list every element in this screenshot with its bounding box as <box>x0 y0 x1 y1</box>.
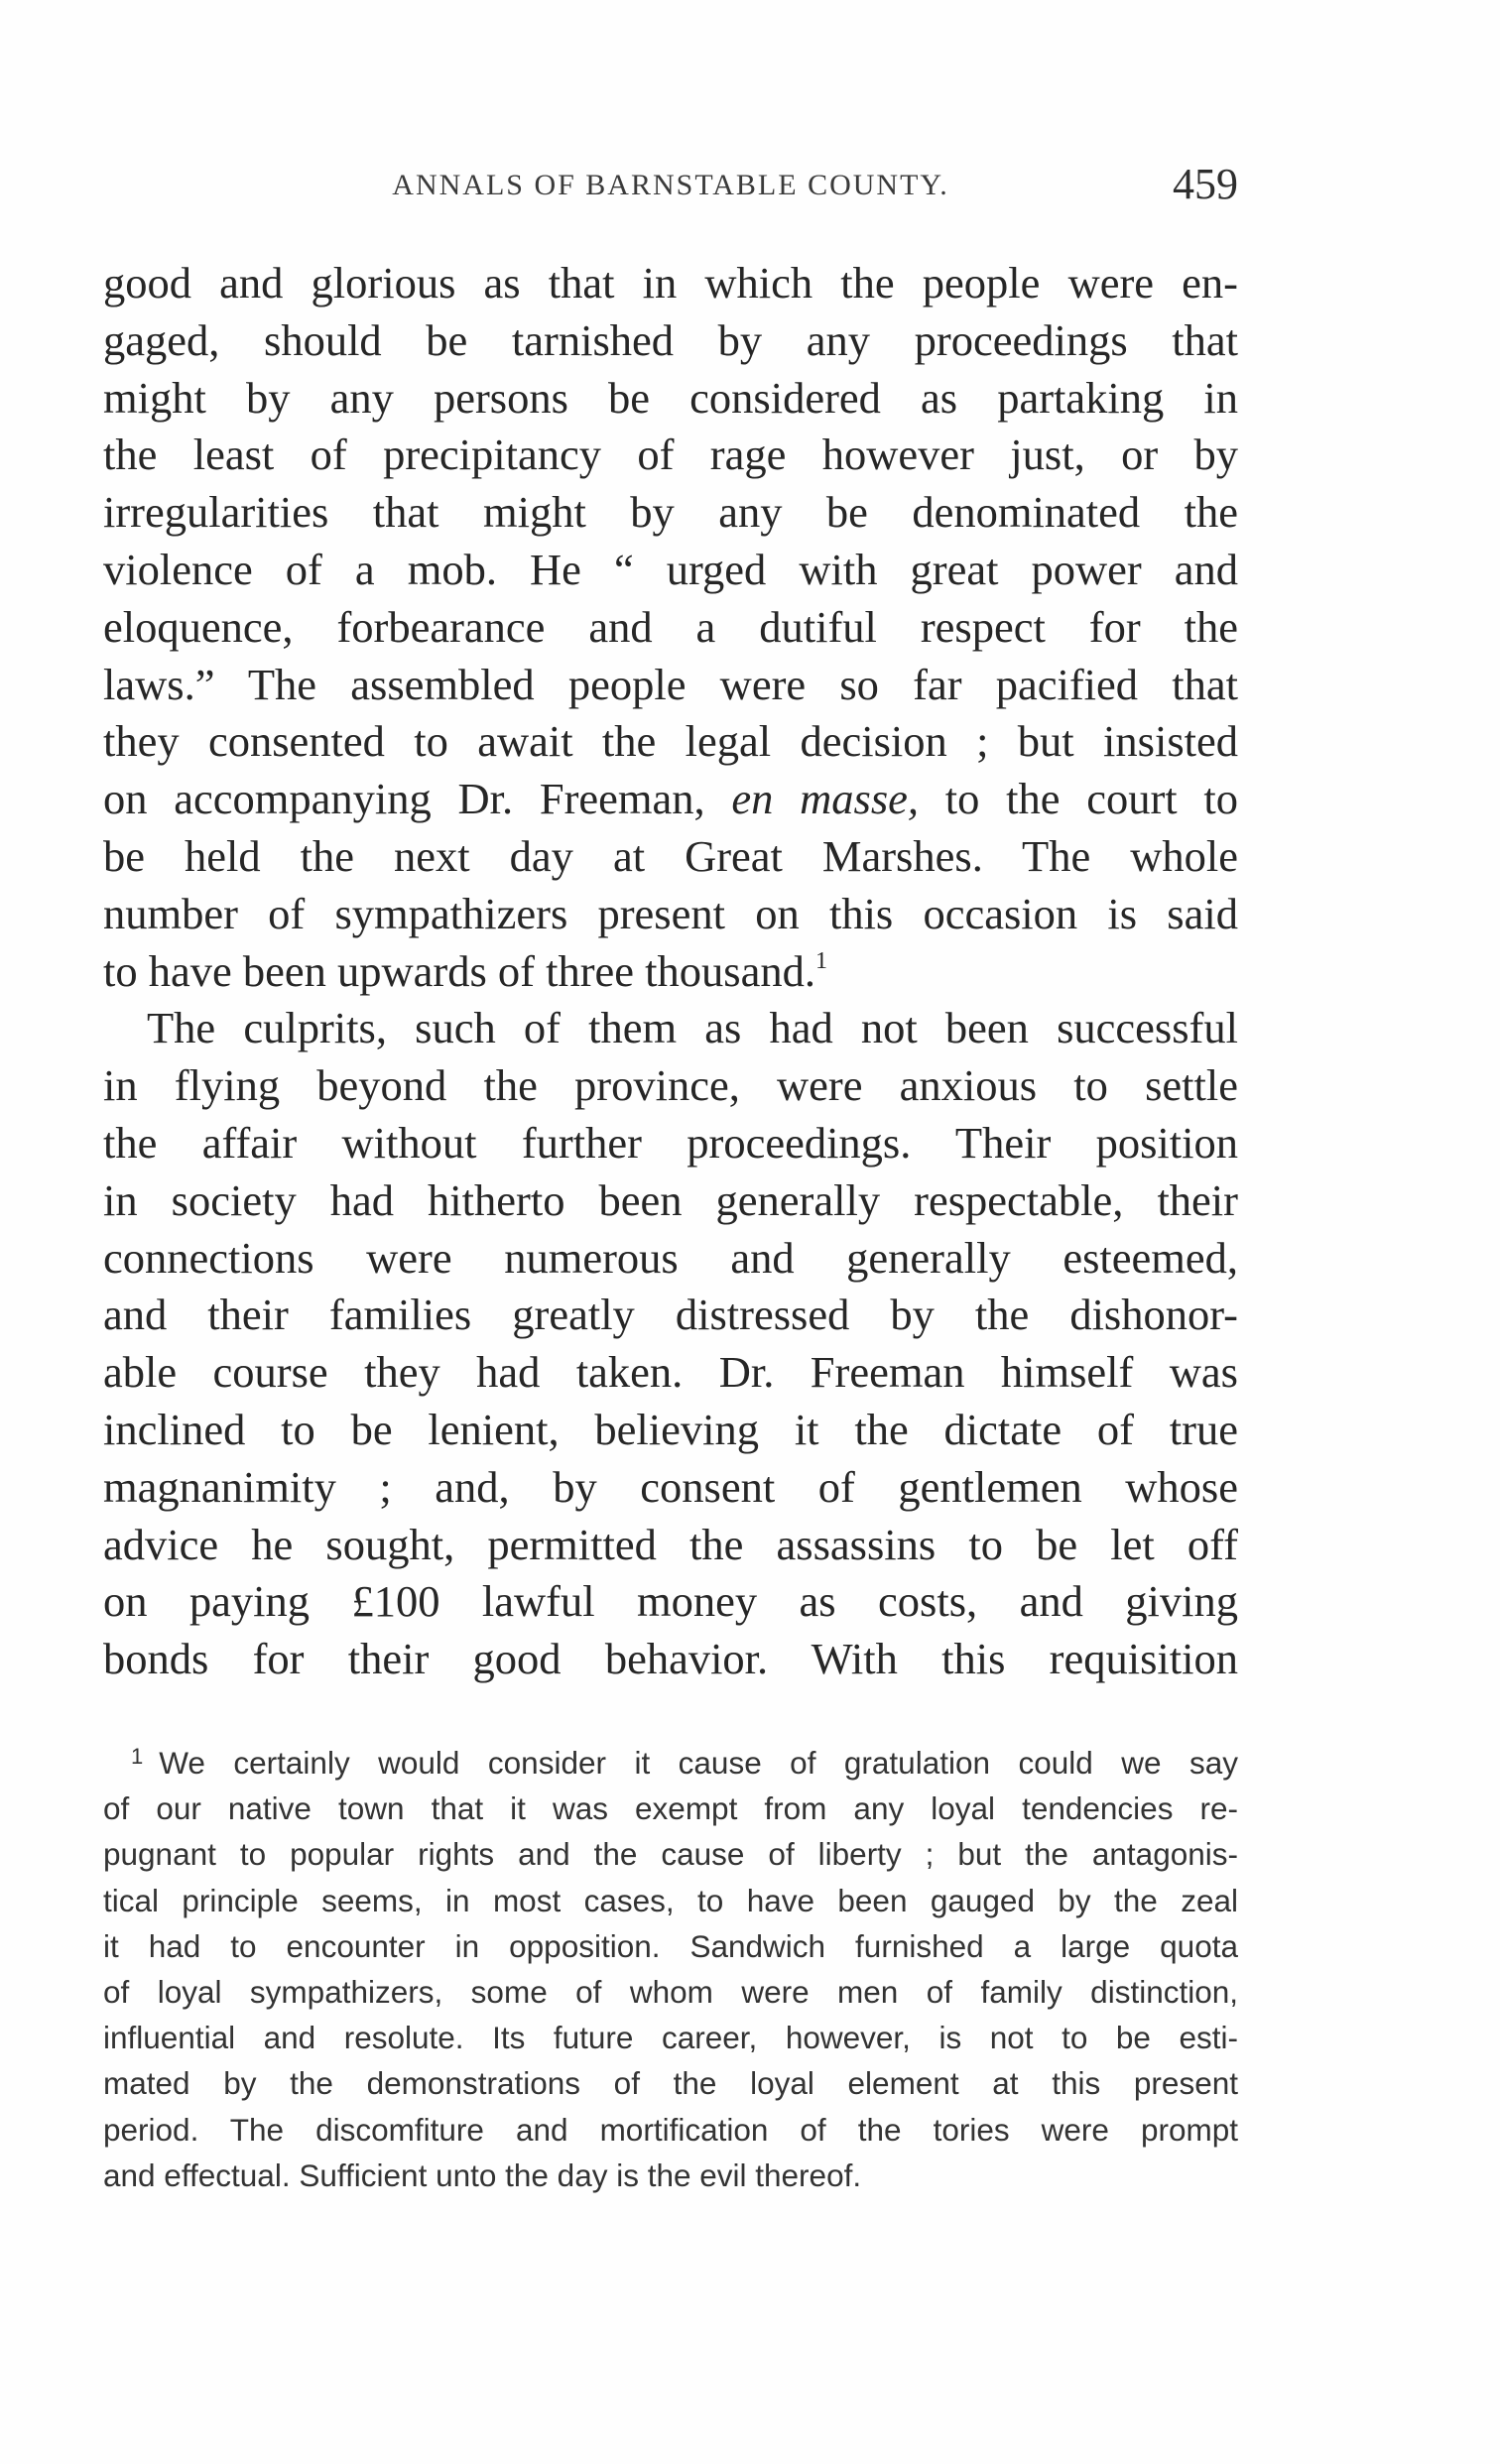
text-line: irregularities that might by any be denominated the <box>103 487 1238 538</box>
text-line: able course they had taken. Dr. Freeman himself was <box>103 1347 1238 1398</box>
footnote <box>103 1734 1238 2198</box>
text-segment: to the court to <box>944 774 1239 824</box>
footnote-line: of our native town that it was exempt from any loyal tendencies re- <box>103 1790 1238 1827</box>
text-line: inclined to be lenient, believing it the dictate of true <box>103 1404 1238 1454</box>
footnote-line: tical principle seems, in most cases, to have been gauged by the zeal <box>103 1882 1238 1918</box>
footnote-last-line: and effectual. Sufficient unto the day is the evil thereof. <box>103 2156 862 2193</box>
text-line: and their families greatly distressed by the dishonor- <box>103 1290 1238 1340</box>
text-line: be held the next day at Great Marshes. The whole <box>103 830 1238 881</box>
footnote-line: mated by the demonstrations of the loyal element at this present <box>103 2065 1238 2102</box>
footnote-first-line <box>103 1734 1238 1786</box>
text-line-with-italic <box>103 771 1238 828</box>
text-line: they consented to await the legal decision ; but insisted <box>103 716 1238 767</box>
text-line: eloquence, forbearance and a dutiful respect for the <box>103 601 1238 652</box>
text-segment: on accompanying Dr. Freeman, <box>103 774 705 824</box>
text-line: laws.” The assembled people were so far pacified that <box>103 659 1238 709</box>
text-line: in flying beyond the province, were anxious to settle <box>103 1060 1238 1111</box>
text-line: in society had hitherto been generally respectable, their <box>103 1174 1238 1225</box>
footnote-marker: 1 <box>131 1744 144 1769</box>
text-line: bonds for their good behavior. With this requisition <box>103 1634 1238 1684</box>
italic-phrase: en masse, <box>731 774 920 824</box>
text-line: magnanimity ; and, by consent of gentlemen whose <box>103 1461 1238 1512</box>
paragraph-end-line <box>103 943 1238 1001</box>
paragraph-start-line: The culprits, such of them as had not been successful <box>147 1003 1238 1053</box>
text-line: good and glorious as that in which the people were en- <box>103 258 1238 308</box>
text-line: the least of precipitancy of rage however just, or by <box>103 430 1238 480</box>
footnote-line: of loyal sympathizers, some of whom were men of family distinction, <box>103 1974 1238 2011</box>
footnote-line: pugnant to popular rights and the cause of liberty ; but the antagonis- <box>103 1836 1238 1873</box>
text-line: connections were numerous and generally esteemed, <box>103 1232 1238 1283</box>
footnote-line: period. The discomfiture and mortification of the tories were prompt <box>103 2111 1238 2148</box>
text-line: advice he sought, permitted the assassins to be let off <box>103 1519 1238 1569</box>
text-line: number of sympathizers present on this occasion is said <box>103 888 1238 938</box>
text-line: violence of a mob. He “ urged with great power and <box>103 544 1238 594</box>
footnote-text: We certainly would consider it cause of gratulation could we say <box>159 1745 1238 1781</box>
text-line: on paying £100 lawful money as costs, and giving <box>103 1576 1238 1627</box>
footnote-line: it had to encounter in opposition. Sandwich furnished a large quota <box>103 1927 1238 1964</box>
text-segment: to have been upwards of three thousand. <box>103 945 815 996</box>
text-line: might by any persons be considered as partaking in <box>103 372 1238 423</box>
running-head <box>103 159 1238 218</box>
main-text <box>103 255 1238 1688</box>
footnote-reference: 1 <box>814 947 827 974</box>
text-line: gaged, should be tarnished by any proceedings that <box>103 314 1238 365</box>
footnote-line: influential and resolute. Its future career, however, is not to be esti- <box>103 2020 1238 2056</box>
page-number: 459 <box>1173 160 1238 208</box>
text-line: the affair without further proceedings. Their position <box>103 1117 1238 1168</box>
running-title: ANNALS OF BARNSTABLE COUNTY. <box>392 169 949 201</box>
